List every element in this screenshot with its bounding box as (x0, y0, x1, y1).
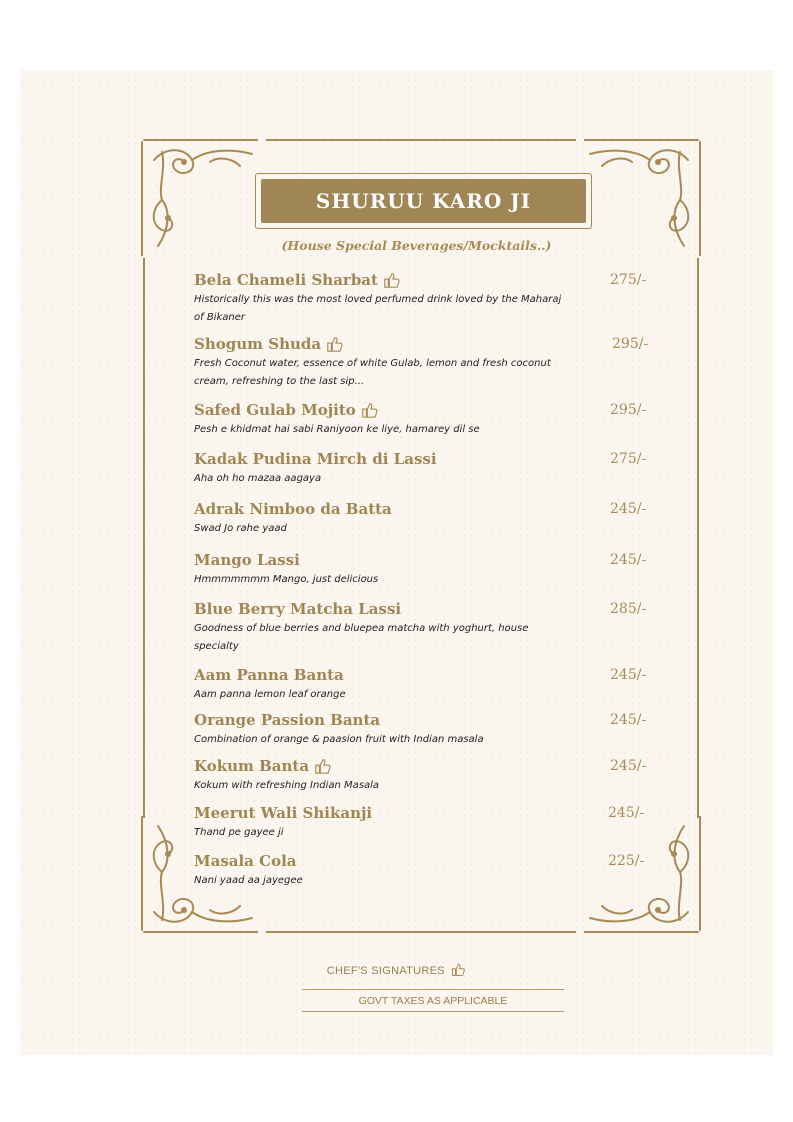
menu-item (194, 499, 654, 538)
item-description: Historically this was the most loved perfumed drink loved by the Maharaj of Bikaner (194, 294, 562, 323)
frame-right-line (697, 258, 699, 818)
menu-item (194, 400, 654, 439)
item-price: 245/- (610, 712, 647, 728)
menu-title-banner (255, 173, 592, 229)
thumbs-up-icon (383, 271, 401, 289)
frame-top-line (266, 139, 576, 141)
item-description: Nani yaad aa jayegee (194, 875, 303, 886)
item-price: 245/- (610, 501, 647, 517)
item-description: Combination of orange & paasion fruit with Indian masala (194, 734, 484, 745)
thumbs-up-icon (361, 401, 379, 419)
signature-label: CHEF'S SIGNATURES (326, 965, 445, 977)
menu-title: SHURUU KARO JI (261, 179, 586, 223)
item-name: Mango Lassi (194, 551, 300, 569)
item-description: Hmmmmmmm Mango, just delicious (194, 574, 379, 585)
item-description: Kokum with refreshing Indian Masala (194, 780, 380, 791)
menu-item (194, 851, 654, 890)
item-name: Aam Panna Banta (194, 666, 344, 684)
menu-subtitle: (House Special Beverages/Mocktails..) (281, 238, 552, 253)
item-name: Shogum Shuda (194, 335, 322, 353)
item-price: 275/- (610, 451, 647, 467)
item-price: 295/- (612, 336, 649, 352)
item-name: Masala Cola (194, 852, 297, 870)
item-description: Aha oh ho mazaa aagaya (194, 473, 322, 484)
item-description: Thand pe gayee ji (194, 827, 284, 838)
item-price: 245/- (608, 805, 645, 821)
frame-left-line (143, 258, 145, 818)
item-description: Fresh Coconut water, essence of white Gulab, lemon and fresh coconut cream, refreshing to the last sip... (194, 358, 551, 387)
menu-item (194, 334, 654, 391)
item-name: Adrak Nimboo da Batta (194, 500, 392, 518)
item-name: Blue Berry Matcha Lassi (194, 600, 402, 618)
item-price: 295/- (610, 402, 647, 418)
item-name: Meerut Wali Shikanji (194, 804, 373, 822)
thumbs-up-icon (451, 962, 466, 977)
footer-divider (302, 1011, 564, 1012)
item-price: 245/- (610, 552, 647, 568)
item-description: Goodness of blue berries and bluepea matcha with yoghurt, house specialty (194, 623, 529, 652)
item-description: Swad Jo rahe yaad (194, 523, 287, 534)
chefs-signature-legend (0, 962, 793, 977)
item-name: Kadak Pudina Mirch di Lassi (194, 450, 437, 468)
item-description: Aam panna lemon leaf orange (194, 689, 346, 700)
menu-item (194, 803, 654, 842)
item-price: 245/- (610, 667, 647, 683)
menu-item (194, 710, 654, 749)
taxes-note: GOVT TAXES AS APPLICABLE (358, 995, 508, 1007)
menu-item (194, 550, 654, 589)
menu-item (194, 756, 654, 795)
footer-divider (302, 989, 564, 990)
item-price: 225/- (608, 853, 645, 869)
item-name: Safed Gulab Mojito (194, 401, 356, 419)
menu-item (194, 665, 654, 704)
thumbs-up-icon (326, 335, 344, 353)
item-name: Bela Chameli Sharbat (194, 271, 378, 289)
menu-item (194, 270, 654, 327)
item-name: Orange Passion Banta (194, 711, 381, 729)
frame-bottom-line (266, 931, 576, 933)
item-price: 245/- (610, 758, 647, 774)
item-description: Pesh e khidmat hai sabi Raniyoon ke liye, hamarey dil se (194, 424, 480, 435)
menu-item (194, 599, 654, 656)
thumbs-up-icon (314, 757, 332, 775)
menu-item (194, 449, 654, 488)
item-price: 285/- (610, 601, 647, 617)
item-price: 275/- (610, 272, 647, 288)
item-name: Kokum Banta (194, 757, 310, 775)
